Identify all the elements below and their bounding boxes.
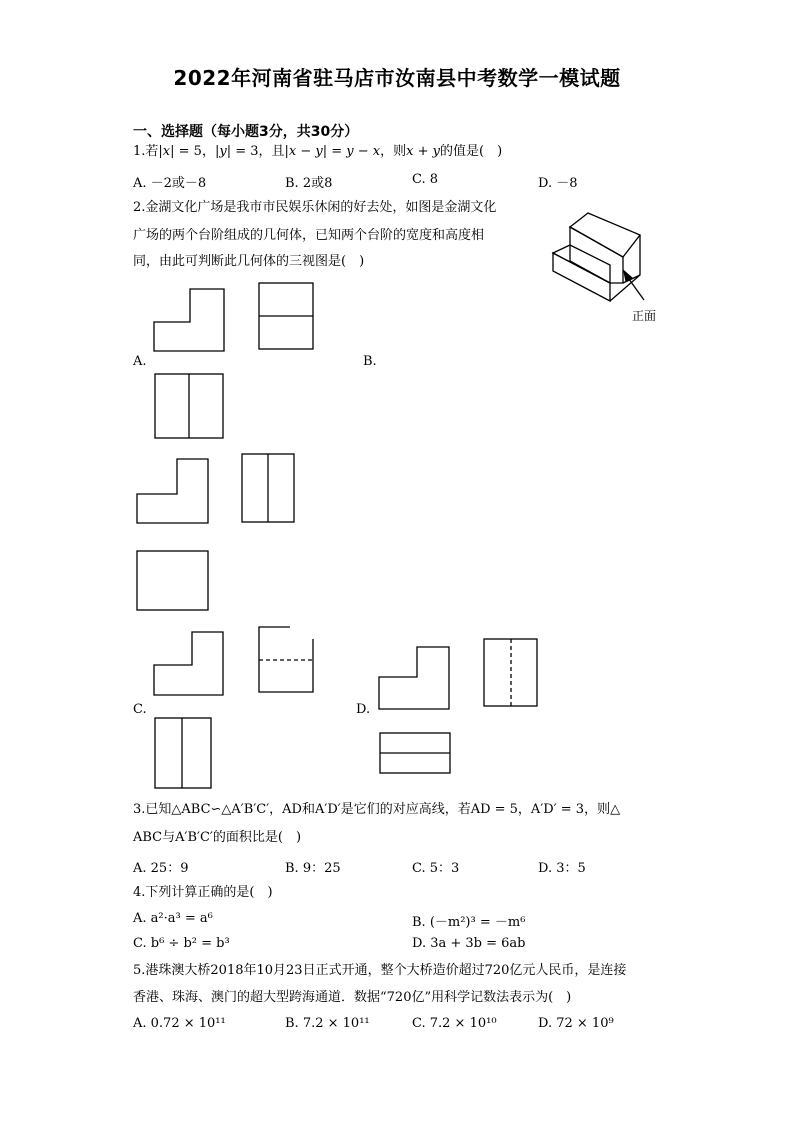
l-shape bbox=[154, 289, 224, 351]
q1-expr-xy: x − y bbox=[288, 144, 323, 159]
option-c-front-view bbox=[150, 628, 230, 700]
q5-option-d[interactable]: D. 72 × 10⁹ bbox=[538, 1016, 614, 1031]
q2-option-c-label[interactable]: C. bbox=[133, 702, 147, 717]
q1-text-5: ，则 bbox=[380, 144, 407, 159]
q1-text-2: | = 5，| bbox=[170, 144, 220, 159]
q1-option-d[interactable]: D. －8 bbox=[538, 176, 578, 191]
q1-text-1: 1.若| bbox=[133, 144, 163, 159]
question-1-stem bbox=[133, 139, 502, 165]
q3-option-b[interactable]: B. 9：25 bbox=[285, 861, 341, 876]
q1-var-y: y bbox=[219, 144, 227, 159]
q5-option-c[interactable]: C. 7.2 × 10¹⁰ bbox=[412, 1016, 497, 1031]
option-a-top-view bbox=[150, 370, 230, 442]
q5-line-2: 香港、珠海、澳门的超大型跨海通道．数据“720亿”用科学记数法表示为( ) bbox=[133, 990, 572, 1005]
option-a-front-view bbox=[150, 285, 230, 355]
option-b-front-view bbox=[133, 455, 213, 527]
q2-line-3: 同，由此可判断此几何体的三视图是( ) bbox=[133, 254, 365, 269]
q4-option-a[interactable]: A. a²·a³ = a⁶ bbox=[133, 911, 213, 926]
lower-step-top bbox=[553, 245, 610, 283]
option-c-top-view bbox=[150, 714, 216, 792]
top-rect bbox=[137, 551, 208, 610]
q4-option-d[interactable]: D. 3a + 3b = 6ab bbox=[412, 936, 526, 951]
q3-line-2: ABC与A′B′C′的面积比是( ) bbox=[133, 830, 302, 845]
section-heading: 一、选择题（每小题3分，共30分） bbox=[133, 124, 359, 140]
option-b-top-view bbox=[133, 547, 213, 615]
q1-text-4: | = bbox=[322, 144, 347, 159]
q2-option-a-label[interactable]: A. bbox=[133, 354, 147, 369]
q1-expr-sum: x + y bbox=[406, 144, 440, 159]
q3-line-1: 3.已知△ABC∽△A′B′C′，AD和A′D′是它们的对应高线，若AD = 5，A′D′ = 3，则△ bbox=[133, 802, 621, 817]
q4-option-c[interactable]: C. b⁶ ÷ b² = b³ bbox=[133, 936, 230, 951]
option-c-side-view bbox=[255, 623, 317, 697]
top-rect bbox=[155, 718, 211, 788]
q3-option-c[interactable]: C. 5：3 bbox=[412, 861, 460, 876]
q2-line-2: 广场的两个台阶组成的几何体，已知两个台阶的宽度和高度相 bbox=[133, 228, 485, 243]
front-face-upper bbox=[570, 227, 623, 283]
q1-expr-yx: y − x bbox=[346, 144, 381, 159]
l-shape bbox=[137, 459, 208, 523]
q1-var-x: x bbox=[162, 144, 171, 159]
right-side-edge bbox=[610, 235, 640, 301]
q5-option-b[interactable]: B. 7.2 × 10¹¹ bbox=[285, 1016, 370, 1031]
q4-option-b[interactable]: B. (－m²)³ = －m⁶ bbox=[412, 915, 526, 930]
option-b-side-view bbox=[238, 450, 300, 526]
front-label: 正面 bbox=[632, 309, 657, 323]
q5-option-a[interactable]: A. 0.72 × 10¹¹ bbox=[133, 1016, 226, 1031]
option-d-front-view bbox=[375, 643, 455, 713]
q2-option-d-label[interactable]: D. bbox=[356, 702, 371, 717]
page-title: 2022年河南省驻马店市汝南县中考数学一模试题 bbox=[173, 66, 621, 90]
q3-option-a[interactable]: A. 25：9 bbox=[133, 861, 189, 876]
q1-text-6: 的值是( ) bbox=[440, 144, 503, 159]
q1-text-3: | = 3，且| bbox=[226, 144, 289, 159]
option-d-side-view bbox=[480, 635, 542, 711]
q1-option-c[interactable]: C. 8 bbox=[412, 172, 439, 187]
q2-option-b-label[interactable]: B. bbox=[363, 354, 377, 369]
q1-option-a[interactable]: A. －2或－8 bbox=[133, 176, 207, 191]
option-d-top-view bbox=[375, 729, 455, 779]
q4-stem: 4.下列计算正确的是( ) bbox=[133, 885, 273, 900]
l-shape bbox=[154, 632, 223, 695]
q5-line-1: 5.港珠澳大桥2018年10月23日正式开通，整个大桥造价超过720亿元人民币，是连接 bbox=[133, 963, 627, 978]
staircase-3d-figure bbox=[548, 205, 658, 305]
q1-option-b[interactable]: B. 2或8 bbox=[285, 176, 333, 191]
q2-line-1: 2.金湖文化广场是我市市民娱乐休闲的好去处，如图是金湖文化 bbox=[133, 200, 497, 215]
q3-option-d[interactable]: D. 3：5 bbox=[538, 861, 586, 876]
option-a-side-view bbox=[255, 280, 317, 352]
l-shape bbox=[379, 647, 449, 709]
